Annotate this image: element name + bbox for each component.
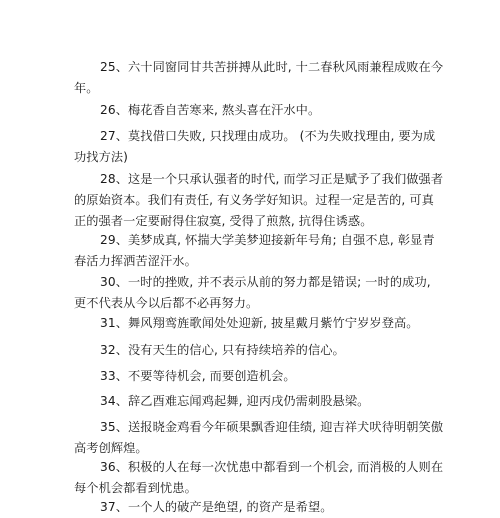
quote-line: 26、梅花香自苦寒来, 熬头喜在汗水中。: [100, 103, 321, 117]
quote-line: 32、没有天生的信心, 只有持续培养的信心。: [100, 343, 345, 357]
quote-line: 37、一个人的破产是绝望, 的资产是希望。: [100, 500, 333, 514]
quote-line: 每个机会都看到忧患。: [74, 481, 197, 495]
quote-25: [74, 57, 444, 99]
quote-line: 正的强者一定要耐得住寂寞, 受得了煎熬, 抗得住诱惑。: [74, 214, 373, 228]
quote-line: 30、一时的挫败, 并不表示从前的努力都是错误; 一时的成功,: [100, 275, 431, 289]
quote-line: 的原始资本。我们有责任, 有义务学好知识。过程一定是苦的, 可真: [74, 193, 434, 207]
quote-29: [74, 230, 435, 272]
quote-line: 27、莫找借口失败, 只找理由成功。 (不为失败找理由, 要为成: [100, 129, 436, 143]
quote-35: [74, 417, 444, 459]
quote-line: 春活力挥洒苦涩汗水。: [74, 254, 197, 268]
quote-line: 34、辞乙酉难忘闻鸡起舞, 迎丙戌仍需刺股悬梁。: [100, 394, 370, 408]
quote-line: 25、六十同窗同甘共苦拼搏从此时, 十二春秋风雨兼程成败在今: [100, 60, 444, 74]
quote-37: [74, 497, 430, 518]
quote-26: [74, 100, 430, 121]
quote-28: [74, 169, 444, 232]
quote-36: [74, 457, 444, 499]
quote-line: 31、舞风翔鸾旌歌闻处处迎新, 披星戴月紫竹宁岁岁登高。: [100, 316, 419, 330]
quote-line: 29、美梦成真, 怀揣大学美梦迎接新年号角; 自强不息, 彰显青: [100, 233, 435, 247]
quote-line: 35、送报晓金鸡看今年硕果飘香迎佳绩, 迎吉祥犬吠待明朝笑傲: [100, 420, 444, 434]
quote-line: 年。: [74, 81, 99, 95]
quote-32: [74, 340, 430, 361]
quote-27: [74, 126, 436, 168]
quote-33: [74, 366, 430, 387]
quote-31: [74, 313, 430, 334]
quote-line: 33、不要等待机会, 而要创造机会。: [100, 369, 296, 383]
quote-line: 36、积极的人在每一次忧患中都看到一个机会, 而消极的人则在: [100, 460, 444, 474]
quote-30: [74, 272, 430, 314]
quote-line: 更不代表从今以后都不必再努力。: [74, 296, 259, 310]
quote-34: [74, 391, 430, 412]
quote-line: 功找方法): [74, 150, 129, 164]
quote-line: 28、这是一个只承认强者的时代, 而学习正是赋予了我们做强者: [100, 172, 444, 186]
quote-line: 高考创辉煌。: [74, 441, 148, 455]
